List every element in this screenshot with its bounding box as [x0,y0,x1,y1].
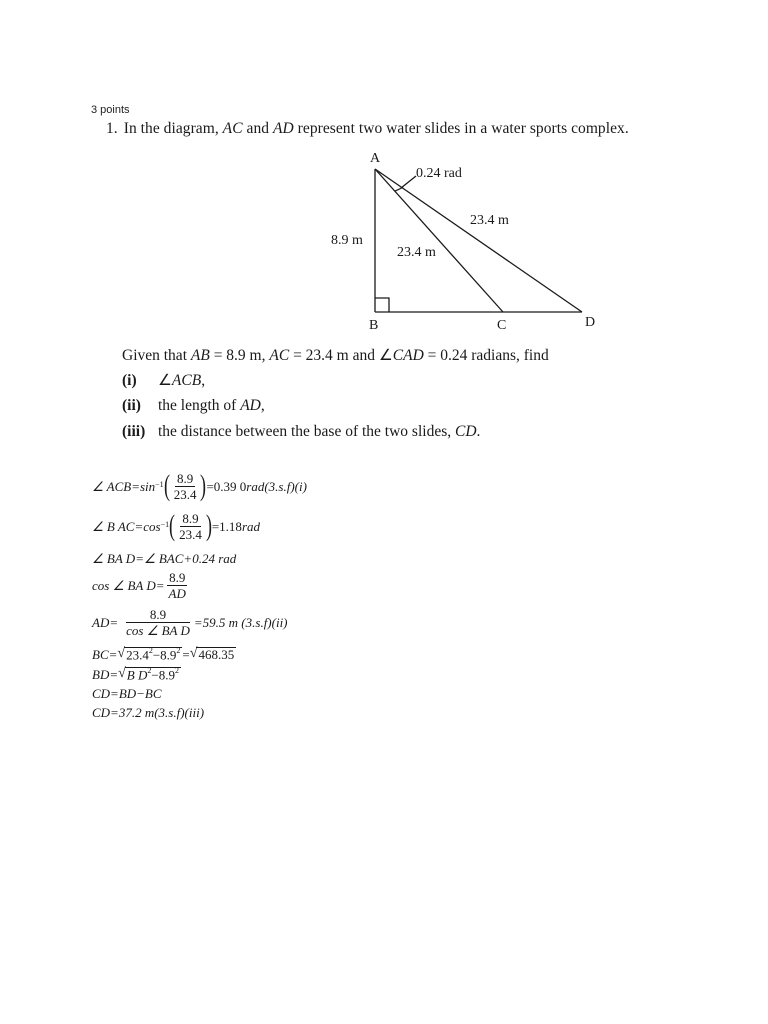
part-tag: (i) [122,372,137,389]
left-paren: ( [169,509,176,542]
numerator: 8.9 [182,510,199,526]
fraction [177,512,204,541]
work-l7-c: −8.9 [151,667,175,683]
left-paren: ( [163,469,170,502]
work-line-1 [92,471,307,501]
question-number: 1. [106,120,118,137]
sqrt-icon: √ [117,646,126,662]
work-l2-rhs-a: =1.18 [211,518,242,534]
part-italic: CD [455,423,477,440]
vertex-d-label: D [585,315,596,330]
slide-ac-line [375,169,503,312]
sqrt-body [124,647,182,661]
work-l2-lhs: ∠ B AC=cos [92,518,161,534]
question-intro-c: represent two water slides in a water sports complex. [293,120,629,137]
given-ac: AC [269,347,290,364]
work-l6-c: −8.9 [152,647,177,663]
work-line-5 [92,608,288,637]
part-i [122,371,205,390]
denominator: 23.4 [173,486,197,502]
work-l7-b: B D [126,667,148,683]
square-exp: 2 [176,646,181,655]
work-l5-lhs: AD= [92,615,119,630]
question-intro-b: and [242,120,273,137]
part-italic: AD [240,397,261,414]
given-ab: AB [190,347,210,364]
work-line-2 [92,511,260,541]
work-l7-a: BD= [92,666,119,682]
work-l6-a: BC= [92,646,118,662]
work-line-4 [92,571,190,600]
question-ac: AC [222,120,243,137]
given-c: = 23.4 m and ∠ [289,347,393,364]
work-l2-exp: −1 [160,520,170,529]
part-post: . [476,423,481,440]
part-text: the length of [158,397,241,414]
work-l1-lhs: ∠ ACB=sin [92,478,156,494]
square-exp: 2 [174,666,179,675]
given-cad: CAD [392,347,424,364]
right-paren: ) [205,509,212,542]
given-text [122,346,549,365]
part-text: the distance between the base of the two slides, [158,423,455,440]
side-ac-label: 23.4 m [397,245,436,260]
work-l2-rhs-b: rad [241,518,260,534]
part-post: , [201,372,206,389]
work-line-7 [92,667,181,681]
question-intro-a: In the diagram, [123,120,223,137]
fraction [124,608,192,637]
numerator: 8.9 [176,470,194,486]
points-label: 3 points [91,104,130,116]
sqrt-icon: √ [118,666,126,682]
work-l8: CD=BD−BC [92,686,162,701]
vertex-a-label: A [370,151,381,166]
work-l6-b: 23.4 [126,647,149,663]
given-d: = 0.24 radians, find [423,347,549,364]
angle-label: 0.24 rad [416,166,462,181]
work-line-8 [92,687,162,700]
numerator: 8.9 [126,608,190,623]
square-exp: 2 [147,666,152,675]
question-ad: AD [272,120,294,137]
work-l1-rhs-a: =0.39 0 [206,478,247,494]
denominator: 23.4 [179,526,202,542]
triangle-diagram [320,146,610,336]
denominator: AD [168,586,186,601]
vertex-b-label: B [369,318,379,333]
square-exp: 2 [148,646,153,655]
work-l1-exp: −1 [155,480,164,489]
vertex-c-label: C [497,318,507,333]
part-italic: ACB [171,372,202,389]
work-line-6 [92,647,236,661]
work-l4-lhs: cos ∠ BA D= [92,578,165,593]
work-l9: CD=37.2 m(3.s.f)(iii) [92,705,205,720]
part-post: , [260,397,265,414]
sqrt-body [125,667,181,681]
work-l5-rhs: =59.5 m (3.s.f)(ii) [193,615,288,630]
work-l6-d: = [182,646,190,662]
work-line-3 [92,552,236,565]
part-tag: (ii) [122,397,141,414]
angle-pointer [401,176,416,188]
part-iii [122,423,480,441]
slide-ad-line [375,169,582,312]
work-l6-e: 468.35 [198,647,235,663]
work-l1-rhs-b: rad [246,478,265,494]
right-paren: ) [200,469,207,502]
right-angle-mark [375,298,389,312]
part-text: ∠ [158,372,172,389]
work-l1-rhs-c: (3.s.f)(i) [264,478,307,494]
fraction [167,571,188,600]
part-ii [122,397,265,415]
side-ab-label: 8.9 m [331,233,363,248]
fraction [172,472,199,501]
numerator: 8.9 [169,570,186,585]
work-line-9 [92,706,204,719]
work-l3: ∠ BA D=∠ BAC+0.24 rad [92,551,237,566]
denominator: cos ∠ BA D [126,623,190,638]
question-text [106,120,629,138]
part-tag: (iii) [122,423,146,440]
side-ad-label: 23.4 m [470,213,509,228]
given-b: = 8.9 m, [209,347,270,364]
sqrt-icon: √ [189,646,198,662]
given-a: Given that [122,347,191,364]
